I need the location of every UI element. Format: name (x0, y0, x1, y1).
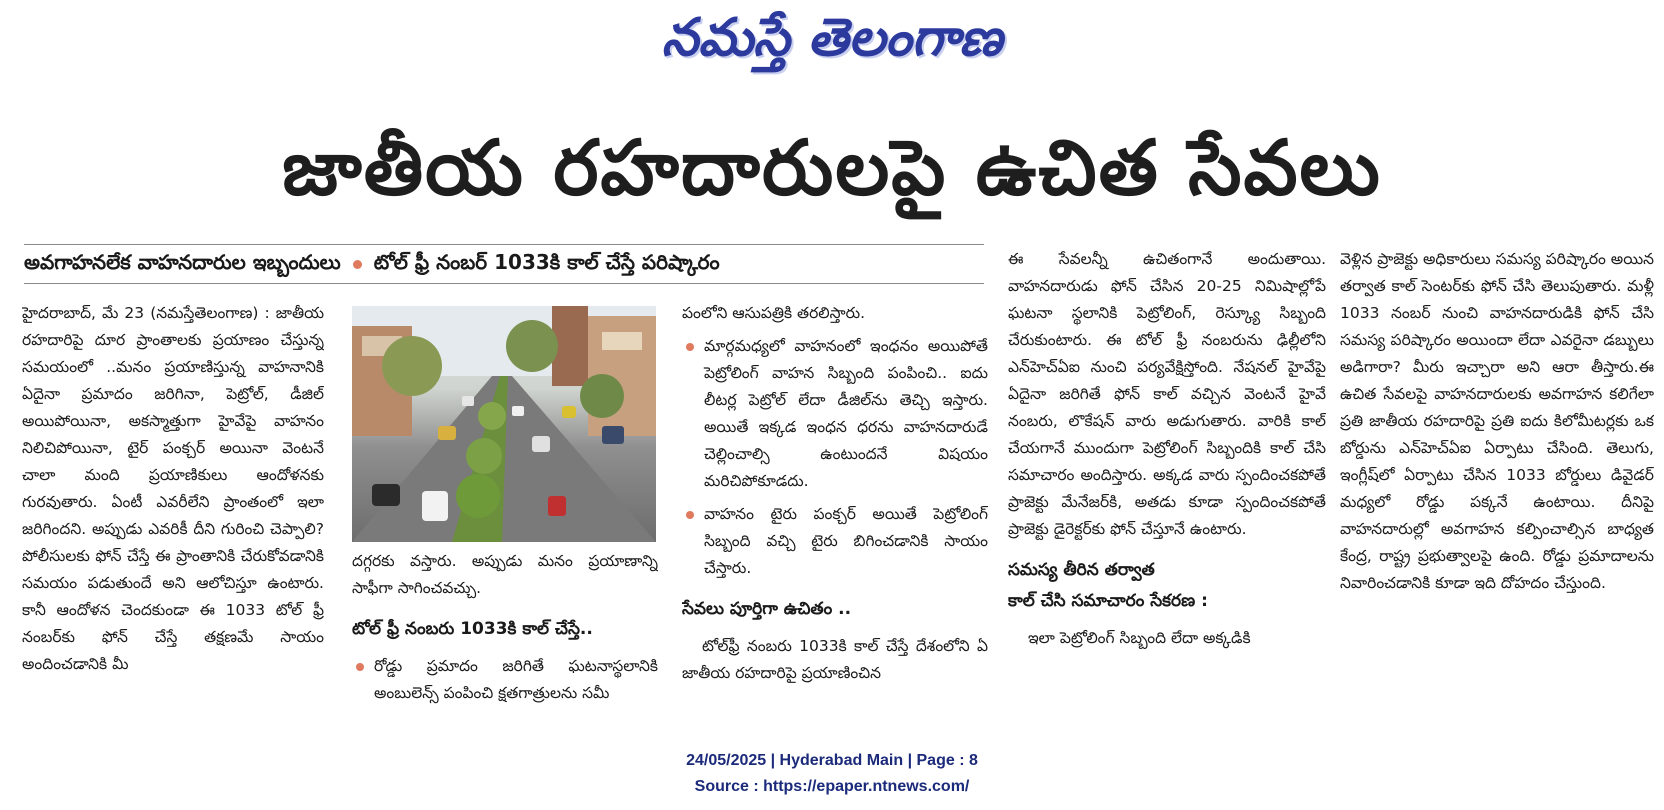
traffic-photo (352, 306, 656, 542)
section-subtitle: టోల్ ఫ్రీ నంబరు 1033కి కాల్ చేస్తే.. (352, 619, 593, 639)
footer (0, 748, 1664, 800)
traffic-road-image (352, 306, 656, 542)
paragraph: దగ్గరకు వస్తారు. అప్పుడు మనం ప్రయాణాన్ని సాఫీగా సాగించవచ్చు. (352, 552, 658, 597)
article-column-3 (682, 300, 988, 720)
subheadline-left: అవగాహనలేక వాహనదారుల ఇబ్బందులు (24, 249, 341, 274)
paragraph: ఇలా పెట్రోలింగ్ సిబ్బంది లేదా అక్కడికి (1028, 629, 1251, 647)
paragraph: టోల్‌ఫ్రీ నంబరు 1033కి కాల్ చేస్తే దేశంలోని ఏ జాతీయ రహదారిపై ప్రయాణించిన (682, 637, 988, 682)
article-column-4 (1008, 246, 1326, 726)
subheadline (24, 244, 984, 284)
section-subtitle: కాల్ చేసి సమాచారం సేకరణ : (1008, 591, 1208, 611)
paragraph: వెళ్లిన ప్రాజెక్టు అధికారులు సమస్య పరిష్కారం అయిన తర్వాత కాల్ సెంటర్‌కు ఫోన్ చేసి తెలుపుతారు. మళ్లీ 1033 నంబర్ నుంచి వాహనదారుడికి ఫోన్ చేసి సమస్య పరిష్కారం అయిందా లేదా ఎవరైనా డబ్బులు అడిగారా? మీరు ఇచ్చారా అని ఆరా తీస్తారు.ఈ ఉచిత సేవలపై వాహనదారులకు అవగాహన కలిగేలా ప్రతి జాతీయ రహదారిపై ప్రతి ఐదు కిలోమీటర్లకు ఒక బోర్డును ఎన్‌హెచ్‌ఏఐ ఏర్పాటు చేసింది. తెలుగు, ఇంగ్లీష్‌లో ఏర్పాటు చేసిన 1033 బోర్డులు డివైడర్ మధ్యలో రోడ్డు పక్కనే ఉంటాయి. దీనిపై వాహనదారుల్లో అవగాహన కల్పించాల్సిన బాధ్యత కేంద్ర, రాష్ట్ర ప్రభుత్వాలపై ఉంది. రోడ్డు ప్రమాదాలను నివారించడానికి కూడా ఇది దోహదం చేస్తుంది. (1340, 250, 1654, 592)
paragraph: పంలోని ఆసుపత్రికి తరలిస్తారు. (682, 304, 866, 322)
section-subtitle: సమస్య తీరిన తర్వాత (1008, 560, 1155, 580)
paragraph: ఈ సేవలన్నీ ఉచితంగానే అందుతాయి. వాహనదారుడు ఫోన్ చేసిన 20-25 నిమిషాల్లోపే ఘటనా స్థలానికి పెట్రోలింగ్, రెస్క్యూ సిబ్బంది చేరుకుంటారు. ఈ టోల్ ఫ్రీ నంబరును ఢిల్లీలోని ఎన్‌హెచ్‌ఏఐ నుంచి పర్యవేక్షిస్తోంది. నేషనల్ హైవేపై ఏదైనా జరిగితే ఫోన్ కాల్ వచ్చిన వెంటనే హైవే నంబరు, లొకేషన్ వారు అడుగుతారు. వారికి కాల్ చేయగానే ముందుగా పెట్రోలింగ్ సిబ్బందికి కాల్ చేసి సమాచారం అందిస్తారు. అక్కడ వారు స్పందించకపోతే ప్రాజెక్టు మేనేజర్‌కి, అతడు కూడా స్పందించకపోతే ప్రాజెక్టు డైరెక్టర్‌కు ఫోన్ చేస్తూనే ఉంటారు. (1008, 250, 1326, 538)
masthead-logo: నమస్తే తెలంగాణ (661, 7, 1003, 68)
bullet-item: రోడ్డు ప్రమాదం జరిగితే ఘటనాస్థలానికి అంబులెన్స్ పంపించి క్షతగాత్రులను సమీ (352, 653, 658, 707)
article-column-5 (1340, 246, 1654, 726)
bullet-item: మార్గమధ్యలో వాహనంలో ఇంధనం అయిపోతే పెట్రోలింగ్ వాహన సిబ్బంది పంపించి.. ఐదు లీటర్ల పెట్రోల్ లేదా డీజిల్‌ను తెచ్చి ఇస్తారు. అయితే ఇక్కడ ఇంధన ధరను వాహనదారుడే చెల్లించాల్సి ఉంటుందనే విషయం మరిచిపోకూడదు. (682, 333, 988, 495)
bullet-item: వాహనం టైరు పంక్చర్ అయితే పెట్రోలింగ్ సిబ్బంది వచ్చి టైరు బిగించడానికి సాయం చేస్తారు. (682, 501, 988, 582)
headline: జాతీయ రహదారులపై ఉచిత సేవలు (282, 123, 1382, 212)
subheadline-right: టోల్ ఫ్రీ నంబర్ 1033కి కాల్ చేస్తే పరిష్కారం (373, 249, 720, 274)
article-column-1 (22, 300, 324, 720)
bullet-dot-icon (353, 260, 362, 269)
section-subtitle: సేవలు పూర్తిగా ఉచితం .. (682, 599, 852, 619)
paragraph: హైదరాబాద్, మే 23 (నమస్తేతెలంగాణ) : జాతీయ రహదారిపై దూర ప్రాంతాలకు ప్రయాణం చేస్తున్న సమయంలో ..మనం ప్రయాణిస్తున్న వాహనానికి ఏదైనా ప్రమాదం జరిగినా, పెట్రోల్, డీజిల్ అయిపోయినా, అకస్మాత్తుగా హైవేపై వాహనం నిలిచిపోయినా, టైర్ పంక్చర్ అయినా వెంటనే చాలా మంది ప్రయాణికులు ఆందోళనకు గురవుతారు. ఏంటీ ఎవరీలేని ప్రాంతంలో ఇలా జరిగిందని. అప్పుడు ఎవరికీ దీని గురించి చెప్పాలి? పోలీసులకు ఫోన్ చేస్తే ఈ ప్రాంతానికి చేరుకోవడానికి సమయం పడుతుందే అని ఆలోచిస్తూ ఉంటారు. కానీ ఆందోళన చెందకుండా ఈ 1033 టోల్ ఫ్రీ నంబర్‌కు ఫోన్ చేస్తే తక్షణమే సాయం అందించడానికి మీ (22, 304, 324, 673)
footer-source: Source : https://epaper.ntnews.com/ (694, 778, 970, 795)
footer-date-page: 24/05/2025 | Hyderabad Main | Page : 8 (686, 752, 978, 769)
